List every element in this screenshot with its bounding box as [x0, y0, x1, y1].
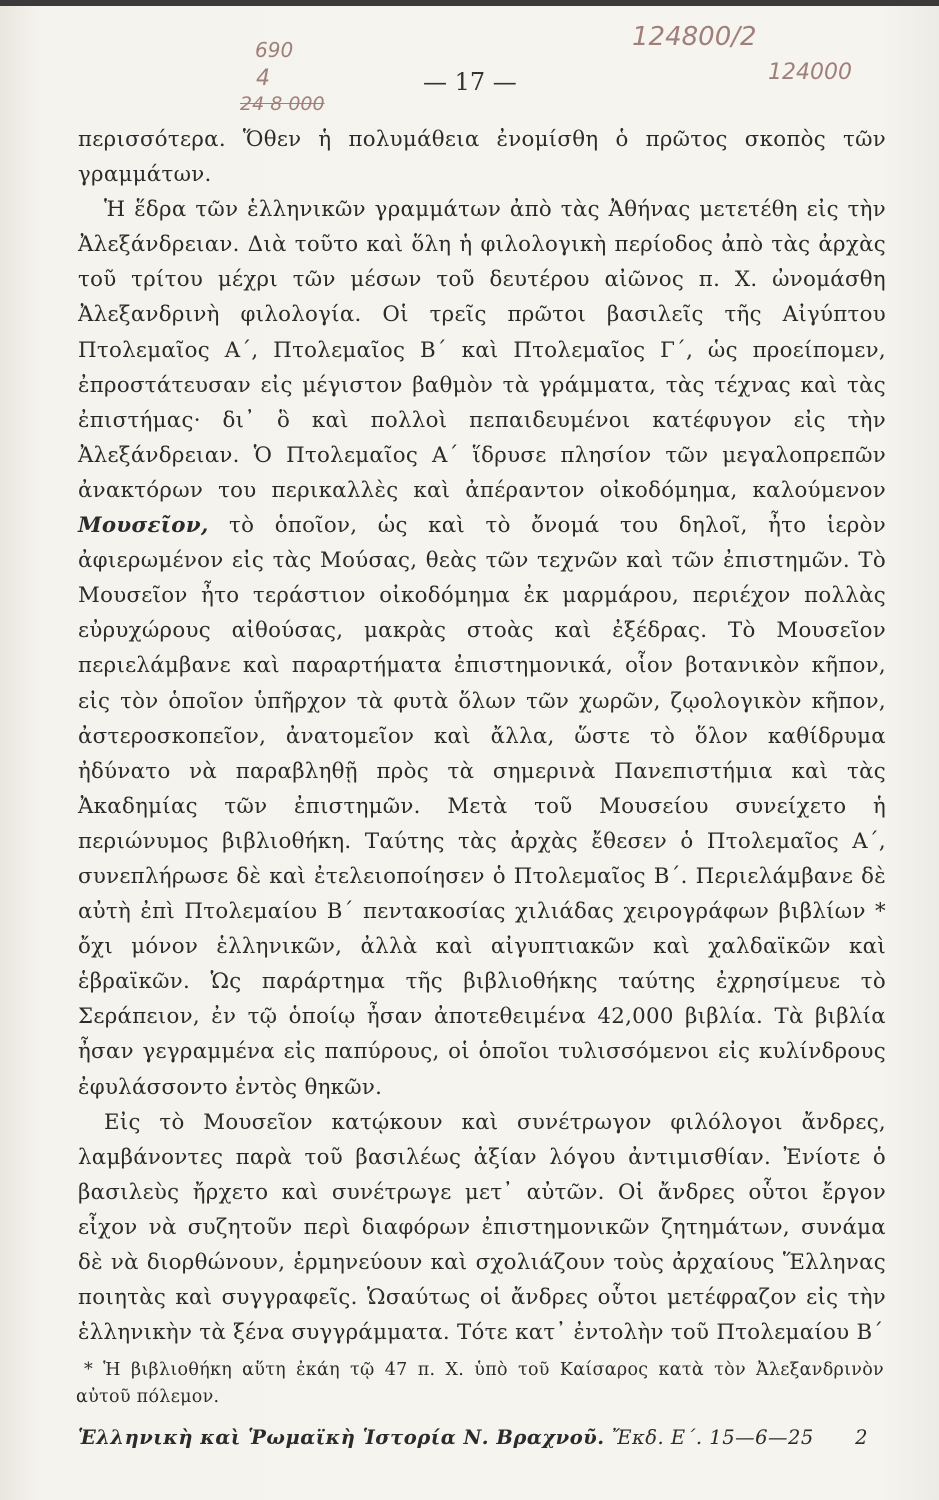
paragraph-text: τὸ ὁποῖον, ὡς καὶ τὸ ὄνομά του δηλοῖ, ἦτο ἱερὸν ἀφιερωμένον εἰς τὰς Μούσας, θεὰς τῶν τεχνῶν καὶ τῶν ἐπιστημῶν. Τὸ Μουσεῖον ἦτο τεράστιον οἰκοδόμημα ἐκ μαρμάρου, περιέχον πολλὰς εὐρυχώρους αἰθούσας, μακρὰς στοὰς καὶ ἐξέδρας. Τὸ Μουσεῖον περιελάμβανε καὶ παραρτήματα ἐπιστημονικά, οἷον βοτανικὸν κῆπον, εἰς τὸν ὁποῖον ὑπῆρχον τὰ φυτὰ ὅλων τῶν χωρῶν, ζῳολογικὸν κῆπον, ἀστεροσκοπεῖον, ἀνατομεῖον καὶ ἄλλα, ὥστε τὸ ὅλον καθίδρυμα ἠδύνατο νὰ παραβληθῇ πρὸς τὰ σημερινὰ Πανεπιστήμια καὶ τὰς Ἀκαδημίας τῶν ἐπιστημῶν. Μετὰ τοῦ Μουσείου συνείχετο ἡ περιώνυμος βιβλιοθήκη. Ταύτης τὰς ἀρχὰς ἔθεσεν ὁ Πτολεμαῖος Α΄, συνεπλήρωσε δὲ καὶ ἐτελειοποίησεν ὁ Πτολεμαῖος Β΄. Περιελάμβανε δὲ αὐτὴ ἐπὶ Πτολεμαίου Β΄ πεντακοσίας χιλιάδας χειρογράφων βιβλίων * ὄχι μόνον ἑλληνικῶν, ἀλλὰ καὶ αἰγυπτιακῶν καὶ χαλδαϊκῶν καὶ ἑβραϊκῶν. Ὡς παράρτημα τῆς βιβλιοθήκης ταύτης ἐχρησίμευε τὸ Σεράπειον, ἐν τῷ ὁποίῳ ἦσαν ἀποτεθειμένα 42,000 βιβλία. Τὰ βιβλία ἦσαν γεγραμμένα εἰς παπύρους, οἱ ὁποῖοι τυλισσόμενοι εἰς κυλίνδρους ἐφυλάσσοντο ἐντὸς θηκῶν.: [78, 513, 886, 1100]
handwritten-note: 4: [256, 66, 270, 91]
emphasized-term: Μουσεῖον,: [78, 513, 209, 539]
paragraph-text: Ἡ ἕδρα τῶν ἑλληνικῶν γραμμάτων ἀπὸ τὰς Ἀθήνας μετετέθη εἰς τὴν Ἀλεξάνδρειαν. Διὰ τοῦτο καὶ ὅλη ἡ φιλολογικὴ περίοδος ἀπὸ τὰς ἀρχὰς τοῦ τρίτου μέχρι τῶν μέσων τοῦ δευτέρου αἰῶνος π. Χ. ὠνομάσθη Ἀλεξανδρινὴ φιλολογία. Οἱ τρεῖς πρῶτοι βασιλεῖς τῆς Αἰγύπτου Πτολεμαῖος Α΄, Πτολεμαῖος Β΄ καὶ Πτολεμαῖος Γ΄, ὡς προείπομεν, ἐπροστάτευσαν εἰς μέγιστον βαθμὸν τὰ γράμματα, τὰς τέχνας καὶ τὰς ἐπιστήμας· δι᾽ ὃ καὶ πολλοὶ πεπαιδευμένοι κατέφυγον εἰς τὴν Ἀλεξάνδρειαν. Ὁ Πτολεμαῖος Α΄ ἵδρυσε πλησίον τῶν μεγαλοπρεπῶν ἀνακτόρων του περικαλλὲς καὶ ἀπέραντον οἰκοδόμημα, καλούμενον: [78, 197, 886, 503]
handwritten-note: 124000: [768, 60, 852, 85]
handwritten-note: 124800/2: [632, 22, 757, 52]
edition-info: Ἔκδ. Ε΄. 15—6—25: [611, 1426, 814, 1449]
sheet-number: 2: [855, 1426, 868, 1449]
top-edge-rule: [0, 0, 939, 6]
page-number: — 17 —: [423, 68, 517, 96]
signature-line: [78, 1426, 814, 1449]
body-text: [78, 122, 886, 1350]
paragraph: [78, 192, 886, 1104]
handwritten-note: 690: [255, 38, 294, 62]
footnote-text: * Ἡ βιβλιοθήκη αὕτη ἐκάη τῷ 47 π. Χ. ὑπὸ τοῦ Καίσαρος κατὰ τὸν Ἀλεξανδρινὸν αὐτοῦ πόλεμον.: [76, 1360, 884, 1407]
printer-signature: [78, 1426, 868, 1449]
paragraph: Εἰς τὸ Μουσεῖον κατῴκουν καὶ συνέτρωγον φιλόλογοι ἄνδρες, λαμβάνοντες παρὰ τοῦ βασιλέως ἀξίαν λόγου ἀντιμισθίαν. Ἐνίοτε ὁ βασιλεὺς ἤρχετο καὶ συνέτρωγε μετ᾽ αὐτῶν. Οἱ ἄνδρες οὗτοι ἔργον εἶχον νὰ συζητοῦν περὶ διαφόρων ἐπιστημονικῶν ζητημάτων, συνάμα δὲ νὰ διορθώνουν, ἑρμηνεύουν καὶ σχολιάζουν τοὺς ἀρχαίους Ἕλληνας ποιητὰς καὶ συγγραφεῖς. Ὡσαύτως οἱ ἄνδρες οὗτοι μετέφραζον εἰς τὴν ἑλληνικὴν τὰ ξένα συγγράμματα. Τότε κατ᾽ ἐντολὴν τοῦ Πτολεμαίου Β΄: [78, 1109, 886, 1346]
handwritten-note: 24 8 000: [240, 93, 325, 115]
paragraph: περισσότερα. Ὅθεν ἡ πολυμάθεια ἐνομίσθη ὁ πρῶτος σκοπὸς τῶν γραμμάτων.: [78, 127, 886, 188]
footnote: [76, 1357, 884, 1411]
book-title: Ἑλληνικὴ καὶ Ῥωμαϊκὴ Ἱστορία Ν. Βραχνοῦ.: [78, 1426, 612, 1449]
